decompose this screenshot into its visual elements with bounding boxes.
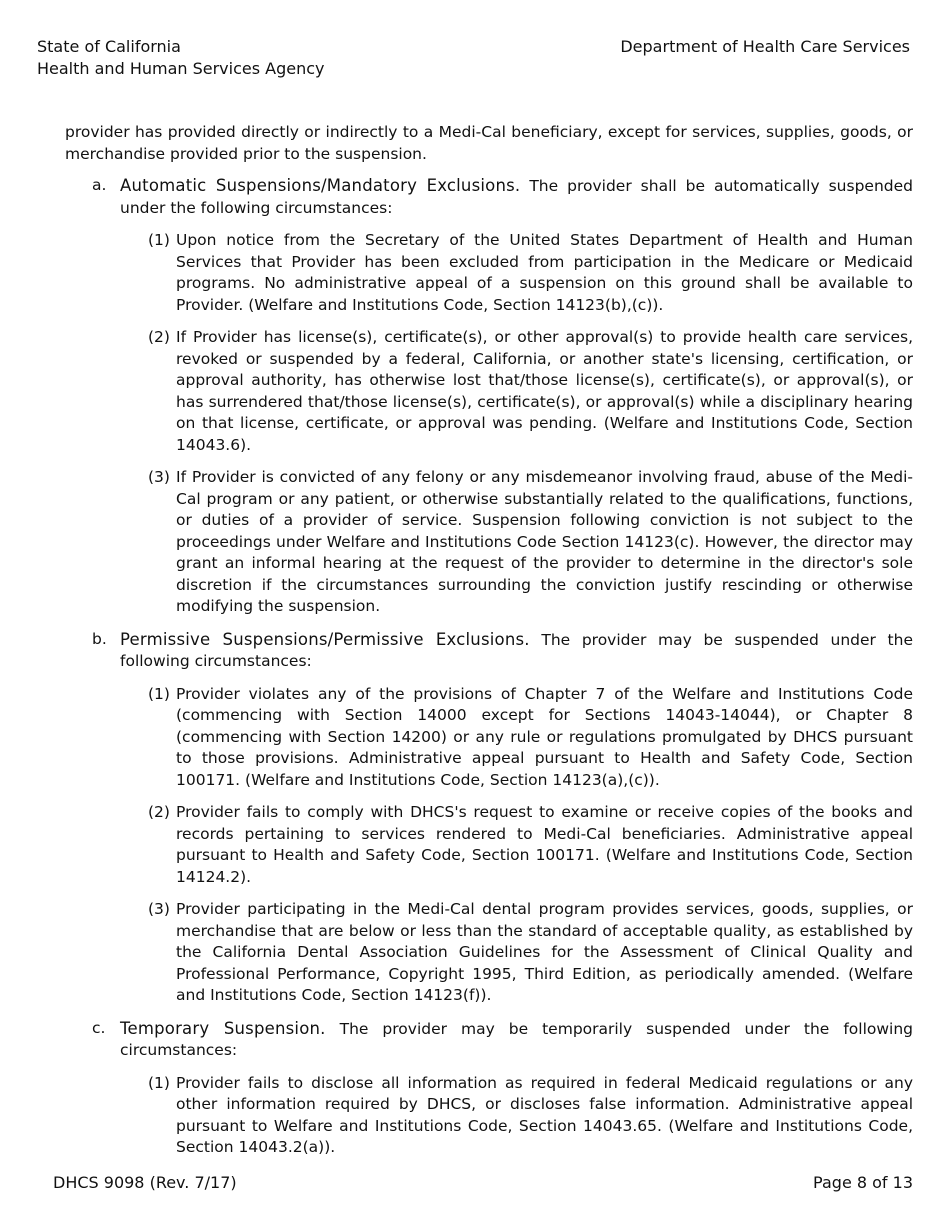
item-text: If Provider has license(s), certificate(s), or other approval(s) to provide health care services, revoked or suspended by a federal, California, or another state's licensing, certification, or approval authority, has otherwise lost that/those license(s), certificate(s), or approval(s), or has surrendered that/those license(s), certificate(s), or approval(s) while a disciplinary hearing on that license, certificate, or approval was pending. (Welfare and Institutions Code, Section 14043.6). xyxy=(176,328,913,454)
header-department xyxy=(620,36,910,58)
section-c-heading xyxy=(92,1018,914,1062)
item-number: (3) xyxy=(148,468,170,486)
list-item xyxy=(120,1073,913,1159)
list-item xyxy=(120,230,913,316)
item-text: Provider violates any of the provisions of Chapter 7 of the Welfare and Institutions Code (commencing with Section 14000 except for Sections 14043-14044), or Chapter 8 (commencing with Section 14200) or any rule or regulations promulgated by DHCS pursuant to those provisions. Administrative appeal pursuant to Health and Safety Code, Section 100171. (Welfare and Institutions Code, Section 14123(a),(c)). xyxy=(176,684,913,789)
section-b xyxy=(65,629,913,1007)
header-state: State of California xyxy=(37,37,181,56)
header-agency xyxy=(37,36,325,80)
footer-page-number: Page 8 of 13 xyxy=(813,1173,913,1192)
section-title: Permissive Suspensions/Permissive Exclusions. xyxy=(120,629,530,649)
item-text: If Provider is convicted of any felony or any misdemeanor involving fraud, abuse of the Medi-Cal program or any patient, or otherwise substantially related to the qualifications, functions, or duties of a provider of service. Suspension following conviction is not subject to the proceedings under Welfare and Institutions Code Section 14123(c). However, the director may grant an informal hearing at the request of the provider to determine in the director's sole discretion if the circumstances surrounding the conviction justify rescinding or otherwise modifying the suspension. xyxy=(176,468,913,615)
section-c-items xyxy=(120,1073,913,1159)
item-text: Provider fails to comply with DHCS's request to examine or receive copies of the books and records pertaining to services rendered to Medi-Cal beneficiaries. Administrative appeal pursuant to Health and Safety Code, Section 100171. (Welfare and Institutions Code, Section 14124.2). xyxy=(176,803,913,886)
section-letter: c. xyxy=(92,1018,106,1037)
section-title: Automatic Suspensions/Mandatory Exclusions. xyxy=(120,176,521,195)
intro-paragraph: provider has provided directly or indirectly to a Medi-Cal beneficiary, except for services, supplies, goods, or merchandise provided prior to the suspension. xyxy=(65,123,913,163)
section-title: Temporary Suspension. xyxy=(120,1018,326,1038)
item-text: Provider fails to disclose all information as required in federal Medicaid regulations or any other information required by DHCS, or discloses false information. Administrative appeal pursuant to Welfare and Institutions Code, Section 14043.65. (Welfare and Institutions Code, Section 14043.2(a)). xyxy=(176,1073,913,1156)
footer-form-id: DHCS 9098 (Rev. 7/17) xyxy=(53,1173,237,1192)
section-b-items xyxy=(120,684,913,1007)
section-intro-text: The provider may be temporarily suspended under the following circumstances: xyxy=(120,1019,914,1059)
section-a xyxy=(65,175,913,618)
list-item xyxy=(120,899,913,1007)
section-c xyxy=(65,1018,913,1159)
section-letter: b. xyxy=(92,629,107,648)
section-intro-text: The provider shall be automatically suspended under the following circumstances: xyxy=(120,177,913,217)
item-number: (1) xyxy=(148,231,170,249)
section-intro-text: The provider may be suspended under the following circumstances: xyxy=(120,630,913,670)
list-item xyxy=(120,684,913,792)
item-number: (3) xyxy=(148,900,170,918)
list-item xyxy=(120,327,913,456)
list-item xyxy=(120,467,913,618)
document-body xyxy=(65,122,913,1170)
section-b-heading xyxy=(92,629,913,673)
section-a-items xyxy=(120,230,913,618)
item-text: Provider participating in the Medi-Cal dental program provides services, goods, supplies, or merchandise that are below or less than the standard of acceptable quality, as established by the California Dental Association Guidelines for the Assessment of Clinical Quality and Professional Performance, Copyright 1995, Third Edition, as periodically amended. (Welfare and Institutions Code, Section 14123(f)). xyxy=(176,900,913,1004)
item-number: (2) xyxy=(148,803,170,821)
header-agency-name: Health and Human Services Agency xyxy=(37,59,325,78)
section-a-heading xyxy=(92,175,913,219)
list-item xyxy=(120,802,913,888)
item-number: (2) xyxy=(148,328,170,346)
item-text: Upon notice from the Secretary of the United States Department of Health and Human Services that Provider has been excluded from participation in the Medicare or Medicaid programs. No administrative appeal of a suspension on this ground shall be available to Provider. (Welfare and Institutions Code, Section 14123(b),(c)). xyxy=(176,231,913,314)
item-number: (1) xyxy=(148,684,170,703)
item-number: (1) xyxy=(148,1073,170,1092)
section-letter: a. xyxy=(92,176,107,194)
header-department-name: Department of Health Care Services xyxy=(620,37,910,56)
